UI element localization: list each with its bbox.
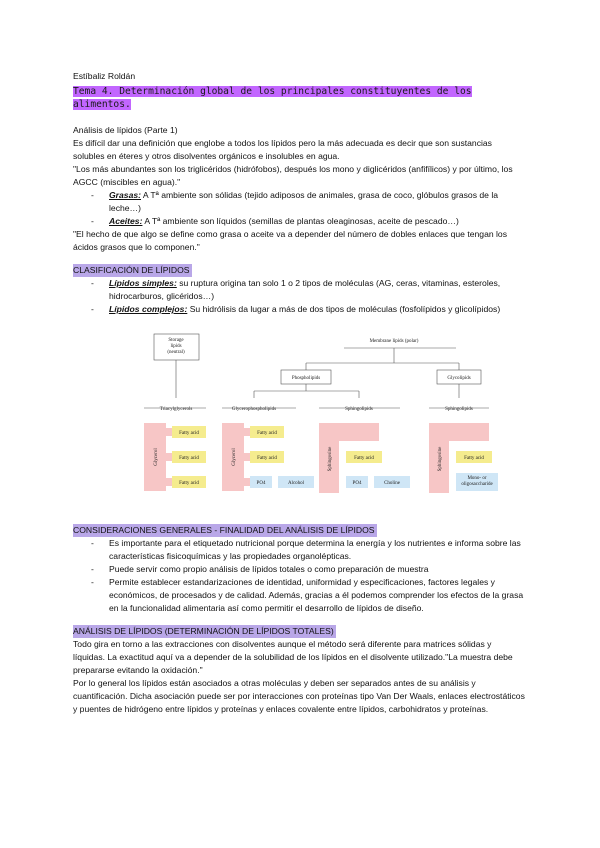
fatty-acid-label-2a: Fatty acid (257, 431, 277, 436)
fatty-acid-label-1a: Fatty acid (179, 431, 199, 436)
complex-text: Su hidrólisis da lugar a más de dos tipos de moléculas (fosfolípidos y glicolípidos) (187, 304, 501, 314)
glycerophospholipids-label: Glycerophospholipids (231, 407, 277, 412)
list-item-complex (73, 303, 525, 316)
fats-oils-list (73, 189, 525, 228)
considerations-section (73, 524, 525, 615)
classification-list (73, 277, 525, 316)
fatty-acid-label-1c: Fatty acid (179, 481, 199, 486)
document-content (73, 70, 525, 716)
saccharide-label: Mono- or oligosaccharide (461, 476, 493, 487)
grasas-text: A Tª ambiente son sólidas (tejido adiposos de animales, grasa de coco, glóbulos grasos de la leche…) (109, 190, 499, 213)
list-item: - Permite establecer estandarizaciones de identidad, uniformidad y especificaciones, factores legales y económicos, de procesados y de calidad. Además, gracias a él podemos comprender los efectos de la grasa en la funcionalidad alimentaria así como permitir el desarrollo de lípidos de diseño. (73, 576, 525, 615)
glycolipids-label: Glycolipids (447, 376, 471, 381)
simple-text: su ruptura origina tan solo 1 o 2 tipos de moléculas (AG, ceras, vitaminas, esteroles, hidrocarburos, glicéridos…) (109, 278, 501, 301)
glycerol-label-2: Glycerol (232, 448, 237, 466)
quote-abundance: "Los más abundantes son los triglicéridos (hidrófobos), después los mono y diglicéridos (anfifílicos) y por último, los AGCC (miscibles en agua)." (73, 164, 513, 187)
fatty-acid-label-4: Fatty acid (464, 456, 484, 461)
analysis-heading: Análisis de lípidos (Parte 1) (73, 125, 178, 135)
fatty-acid-label-2b: Fatty acid (257, 456, 277, 461)
aceites-text: A Tª ambiente son líquidos (semillas de plantas oleaginosas, aceite de pescado…) (142, 216, 459, 226)
total-analysis-paragraph-2: Por lo general los lípidos están asociados a otras moléculas y deben ser separados antes de su análisis y cuantificación. Dicha asociación puede ser por interacciones con proteínas tipo Van Der Waals, enlaces electrostáticos y puentes de hidrógeno entre lípidos y proteínas y enlaces covalente entre lípidos, carbohidratos y proteínas. (73, 678, 525, 714)
considerations-heading: CONSIDERACIONES GENERALES - FINALIDAD DEL ANÁLISIS DE LÍPIDOS (73, 525, 375, 535)
total-analysis-section (73, 625, 525, 716)
po4-label-3: PO4 (352, 481, 362, 486)
glycolipids-sphingolipids-label: Sphingolipids (445, 407, 473, 412)
alcohol-label: Alcohol (287, 481, 305, 486)
po4-label-2: PO4 (256, 481, 266, 486)
diagram-svg (144, 328, 524, 508)
total-analysis-heading: ANÁLISIS DE LÍPIDOS (DETERMINACIÓN DE LÍPIDOS TOTALES) (73, 626, 334, 636)
sphingolipids-label: Sphingolipids (345, 407, 373, 412)
term-aceites: Aceites: (109, 216, 143, 226)
choline-label: Choline (384, 481, 400, 486)
term-complex: Lípidos complejos: (109, 304, 188, 314)
sphingosine-label-4: Sphingosine (438, 446, 443, 472)
list-item-simple (73, 277, 525, 303)
triacylglycerols-label: Triacylglycerols (159, 407, 193, 412)
total-analysis-paragraph-1: Todo gira en torno a las extracciones con disolventes aunque el método será diferente para matrices sólidas y líquidas. La exactitud aquí va a depender de la solubilidad de los lípidos en el disolvente utilizado."La muestra debe prepararse evitando la oxidación." (73, 639, 513, 675)
list-item: - Puede servir como propio análisis de lípidos totales o como preparación de muestra (73, 563, 525, 576)
lipid-classification-diagram (144, 328, 524, 508)
membrane-lipids-label: Membrane lipids (polar) (369, 339, 419, 344)
phospholipids-label: Phospholipids (291, 376, 321, 381)
fatty-acid-label-1b: Fatty acid (179, 456, 199, 461)
quote-double-bonds: "El hecho de que algo se define como grasa o aceite va a depender del número de dobles enlaces que tengan los ácidos grasos que lo componen." (73, 229, 507, 252)
classification-heading: CLASIFICACIÓN DE LÍPIDOS (73, 265, 190, 275)
author-name: Estíbaliz Roldán (73, 71, 136, 81)
list-item-aceites (73, 215, 525, 228)
document-title (73, 85, 525, 111)
sphingosine-label-3: Sphingosine (328, 446, 333, 472)
intro-paragraph: Es difícil dar una definición que englobe a todos los lípidos pero la más adecuada es decir que son sustancias solubles en éteres y otros disolventes orgánicos e insolubles en agua. (73, 138, 492, 161)
title-text: Tema 4. Determinación global de los principales constituyentes de los alimentos. (73, 86, 472, 110)
list-item-grasas (73, 189, 525, 215)
term-simple: Lípidos simples: (109, 278, 177, 288)
fatty-acid-label-3: Fatty acid (354, 456, 374, 461)
considerations-list (73, 537, 525, 615)
glycerol-label-1: Glycerol (154, 448, 159, 466)
storage-lipids-label: Storage lipids (neutral) (167, 338, 185, 355)
term-grasas: Grasas: (109, 190, 142, 200)
classification-section (73, 264, 525, 316)
list-item: - Es importante para el etiquetado nutricional porque determina la energía y los nutrientes e informa sobre las características fisicoquímicas y las propiedades organolépticas. (73, 537, 525, 563)
